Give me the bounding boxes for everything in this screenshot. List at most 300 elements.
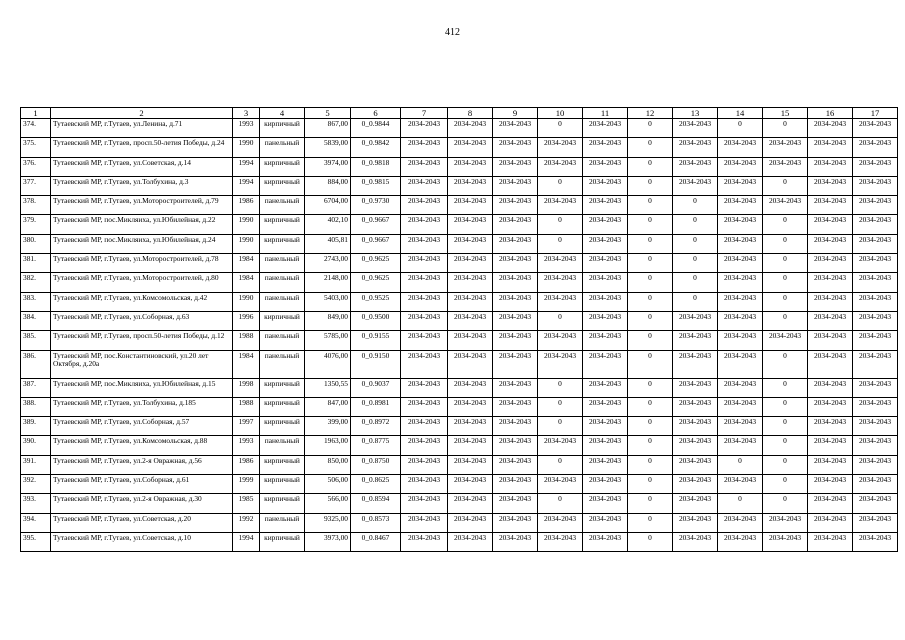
table-cell: панельный (260, 331, 305, 350)
table-row (21, 138, 898, 157)
column-header-15: 15 (763, 108, 808, 119)
housing-table (20, 107, 898, 552)
table-cell: 2743,00 (305, 254, 351, 273)
table-cell: панельный (260, 350, 305, 378)
table-cell: 375. (21, 138, 51, 157)
table-cell: 0 (628, 157, 673, 176)
table-cell: 0_0.9500 (351, 311, 401, 330)
table-cell: 0 (673, 292, 718, 311)
column-header-3: 3 (233, 108, 260, 119)
table-cell: 0 (718, 455, 763, 474)
table-cell: 5403,00 (305, 292, 351, 311)
table-cell: 0_0.9844 (351, 119, 401, 138)
column-header-1: 1 (21, 108, 51, 119)
table-cell: 387. (21, 378, 51, 397)
column-header-9: 9 (493, 108, 538, 119)
table-cell: 389. (21, 417, 51, 436)
table-cell: 2034-2043 (583, 532, 628, 551)
table-cell: 2034-2043 (448, 378, 493, 397)
table-cell: 2034-2043 (808, 215, 853, 234)
table-cell: 2034-2043 (718, 292, 763, 311)
table-cell: 0_0.8625 (351, 475, 401, 494)
table-cell: 2034-2043 (583, 196, 628, 215)
address-cell: Тутаевский МР, г.Тутаев, ул.Соборная, д.63 (51, 311, 233, 330)
table-cell: 2034-2043 (538, 532, 583, 551)
table-cell: 4076,00 (305, 350, 351, 378)
table-cell: 2034-2043 (401, 331, 448, 350)
table-cell: 2034-2043 (538, 436, 583, 455)
address-cell: Тутаевский МР, г.Тутаев, ул.Соборная, д.61 (51, 475, 233, 494)
table-cell: 2034-2043 (448, 176, 493, 195)
table-cell: 378. (21, 196, 51, 215)
table-cell: 0 (628, 475, 673, 494)
table-cell: 0 (628, 292, 673, 311)
table-cell: 1993 (233, 436, 260, 455)
table-cell: 850,00 (305, 455, 351, 474)
table-cell: 6704,00 (305, 196, 351, 215)
table-cell: 2034-2043 (401, 157, 448, 176)
table-cell: 0 (538, 215, 583, 234)
table-cell: 2034-2043 (718, 215, 763, 234)
table-row (21, 397, 898, 416)
table-cell: 0 (538, 397, 583, 416)
table-cell: 390. (21, 436, 51, 455)
table-cell: 2034-2043 (448, 397, 493, 416)
table-cell: 0_0.9625 (351, 273, 401, 292)
table-cell: 393. (21, 494, 51, 513)
table-cell: 2034-2043 (718, 532, 763, 551)
table-cell: 2034-2043 (538, 138, 583, 157)
table-cell: 2034-2043 (401, 378, 448, 397)
table-row (21, 254, 898, 273)
table-cell: 2034-2043 (583, 436, 628, 455)
table-cell: 2034-2043 (808, 119, 853, 138)
table-cell: 2034-2043 (673, 494, 718, 513)
table-cell: 2034-2043 (673, 157, 718, 176)
table-cell: 2034-2043 (401, 455, 448, 474)
table-cell: 1986 (233, 196, 260, 215)
table-cell: 1963,00 (305, 436, 351, 455)
table-cell: 2034-2043 (538, 513, 583, 532)
table-cell: 1990 (233, 138, 260, 157)
table-cell: 2034-2043 (853, 417, 898, 436)
table-row (21, 311, 898, 330)
table-cell: 386. (21, 350, 51, 378)
table-cell: 2034-2043 (763, 157, 808, 176)
table-cell: 0 (538, 234, 583, 253)
table-cell: 2034-2043 (493, 436, 538, 455)
table-cell: 384. (21, 311, 51, 330)
column-header-13: 13 (673, 108, 718, 119)
table-cell: 0 (628, 378, 673, 397)
table-cell: 1350,55 (305, 378, 351, 397)
table-cell: 1992 (233, 513, 260, 532)
table-cell: 2034-2043 (448, 138, 493, 157)
table-cell: 0_0.9667 (351, 215, 401, 234)
table-cell: 2034-2043 (538, 331, 583, 350)
table-cell: 2034-2043 (673, 417, 718, 436)
table-row (21, 350, 898, 378)
table-cell: 2034-2043 (538, 254, 583, 273)
table-cell: 382. (21, 273, 51, 292)
table-cell: 2034-2043 (493, 350, 538, 378)
table-cell: 2034-2043 (448, 350, 493, 378)
table-cell: 0 (538, 417, 583, 436)
address-cell: Тутаевский МР, г.Тутаев, ул.2-я Овражная, д.30 (51, 494, 233, 513)
table-cell: 0 (538, 455, 583, 474)
table-cell: 1990 (233, 234, 260, 253)
table-cell: 847,00 (305, 397, 351, 416)
table-cell: 379. (21, 215, 51, 234)
table-cell: 1999 (233, 475, 260, 494)
table-cell: 0_0.9525 (351, 292, 401, 311)
table-cell: 2034-2043 (448, 436, 493, 455)
table-cell: 0_0.9667 (351, 234, 401, 253)
table-cell: 1988 (233, 397, 260, 416)
table-cell: 2034-2043 (808, 311, 853, 330)
table-cell: 2034-2043 (673, 350, 718, 378)
table-cell: 2148,00 (305, 273, 351, 292)
column-header-14: 14 (718, 108, 763, 119)
table-cell: панельный (260, 196, 305, 215)
table-cell: 2034-2043 (718, 311, 763, 330)
table-cell: панельный (260, 138, 305, 157)
table-cell: 2034-2043 (401, 494, 448, 513)
table-cell: 2034-2043 (583, 176, 628, 195)
table-cell: 2034-2043 (448, 254, 493, 273)
table-cell: 2034-2043 (448, 417, 493, 436)
column-header-12: 12 (628, 108, 673, 119)
table-cell: 0 (673, 234, 718, 253)
table-cell: 2034-2043 (718, 176, 763, 195)
table-cell: 2034-2043 (493, 138, 538, 157)
column-header-5: 5 (305, 108, 351, 119)
table-cell: 849,00 (305, 311, 351, 330)
table-cell: 2034-2043 (493, 292, 538, 311)
table-cell: 0 (628, 196, 673, 215)
table-cell: 2034-2043 (448, 532, 493, 551)
table-row (21, 119, 898, 138)
address-cell: Тутаевский МР, г.Тутаев, ул.Толбухина, д.3 (51, 176, 233, 195)
table-cell: 2034-2043 (538, 196, 583, 215)
table-cell: 2034-2043 (538, 292, 583, 311)
table-cell: 2034-2043 (673, 532, 718, 551)
table-cell: 2034-2043 (493, 254, 538, 273)
table-cell: 2034-2043 (401, 417, 448, 436)
table-cell: 884,00 (305, 176, 351, 195)
table-cell: 2034-2043 (583, 234, 628, 253)
table-cell: 2034-2043 (718, 157, 763, 176)
table-cell: 2034-2043 (673, 311, 718, 330)
table-cell: 2034-2043 (763, 196, 808, 215)
table-cell: 2034-2043 (493, 417, 538, 436)
table-cell: 0 (538, 378, 583, 397)
table-cell: 1984 (233, 273, 260, 292)
table-cell: 0 (628, 417, 673, 436)
table-cell: 0_0.8972 (351, 417, 401, 436)
table-cell: 1984 (233, 350, 260, 378)
table-cell: 2034-2043 (808, 273, 853, 292)
table-cell: 2034-2043 (583, 311, 628, 330)
table-cell: 0 (538, 119, 583, 138)
table-cell: кирпичный (260, 119, 305, 138)
page-number: 412 (445, 27, 460, 38)
table-cell: 2034-2043 (493, 532, 538, 551)
table-cell: 0_0.9155 (351, 331, 401, 350)
table-cell: панельный (260, 254, 305, 273)
table-cell: 1990 (233, 215, 260, 234)
table-cell: 2034-2043 (853, 513, 898, 532)
table-cell: 2034-2043 (853, 292, 898, 311)
table-cell: 2034-2043 (853, 378, 898, 397)
table-cell: 1994 (233, 176, 260, 195)
table-cell: 2034-2043 (808, 455, 853, 474)
table-cell: 2034-2043 (853, 311, 898, 330)
table-row (21, 532, 898, 551)
table-cell: 2034-2043 (448, 331, 493, 350)
table-cell: 2034-2043 (448, 494, 493, 513)
table-row (21, 215, 898, 234)
table-cell: 2034-2043 (808, 397, 853, 416)
table-cell: 2034-2043 (583, 138, 628, 157)
table-cell: 2034-2043 (808, 234, 853, 253)
address-cell: Тутаевский МР, г.Тутаев, просп.50-летия Победы, д.24 (51, 138, 233, 157)
table-cell: 2034-2043 (401, 176, 448, 195)
table-cell: 0 (763, 397, 808, 416)
table-cell: 2034-2043 (853, 138, 898, 157)
table-cell: 2034-2043 (673, 397, 718, 416)
table-cell: 1998 (233, 378, 260, 397)
table-cell: 0_0.8573 (351, 513, 401, 532)
table-cell: 2034-2043 (853, 119, 898, 138)
table-cell: 0 (763, 292, 808, 311)
table-cell: 2034-2043 (583, 417, 628, 436)
table-cell: 392. (21, 475, 51, 494)
table-cell: 2034-2043 (808, 532, 853, 551)
table-cell: 2034-2043 (673, 455, 718, 474)
table-cell: 2034-2043 (583, 455, 628, 474)
table-cell: 383. (21, 292, 51, 311)
table-cell: 2034-2043 (853, 455, 898, 474)
table-cell: 2034-2043 (493, 176, 538, 195)
table-cell: 2034-2043 (448, 196, 493, 215)
table-cell: 2034-2043 (808, 176, 853, 195)
table-cell: 0 (718, 494, 763, 513)
table-cell: кирпичный (260, 475, 305, 494)
table-cell: 2034-2043 (583, 378, 628, 397)
table-cell: 2034-2043 (493, 157, 538, 176)
table-cell: 2034-2043 (493, 455, 538, 474)
column-header-4: 4 (260, 108, 305, 119)
table-cell: 2034-2043 (808, 436, 853, 455)
table-cell: 0 (538, 494, 583, 513)
table-cell: 2034-2043 (401, 119, 448, 138)
address-cell: Тутаевский МР, г.Тутаев, ул.Советская, д.14 (51, 157, 233, 176)
table-cell: 388. (21, 397, 51, 416)
table-cell: кирпичный (260, 455, 305, 474)
table-cell: 3974,00 (305, 157, 351, 176)
address-cell: Тутаевский МР, г.Тутаев, ул.Моторостроителей, д.80 (51, 273, 233, 292)
table-cell: 0 (628, 455, 673, 474)
table-cell: 0 (628, 234, 673, 253)
table-cell: 2034-2043 (583, 397, 628, 416)
table-cell: 2034-2043 (448, 292, 493, 311)
table-cell: 1988 (233, 331, 260, 350)
table-cell: 0 (763, 176, 808, 195)
table-cell: 2034-2043 (808, 475, 853, 494)
table-cell: 0_0.8467 (351, 532, 401, 551)
table-cell: 2034-2043 (448, 311, 493, 330)
table-cell: 0 (763, 215, 808, 234)
table-cell: панельный (260, 513, 305, 532)
table-cell: 405,81 (305, 234, 351, 253)
table-cell: 2034-2043 (808, 292, 853, 311)
table-cell: 2034-2043 (808, 196, 853, 215)
table-cell: 2034-2043 (448, 513, 493, 532)
table-cell: кирпичный (260, 234, 305, 253)
table-cell: 2034-2043 (401, 513, 448, 532)
table-cell: 2034-2043 (718, 273, 763, 292)
table-cell: 2034-2043 (853, 273, 898, 292)
table-cell: 2034-2043 (401, 254, 448, 273)
table-cell: 2034-2043 (853, 254, 898, 273)
table-row (21, 196, 898, 215)
table-cell: 2034-2043 (853, 532, 898, 551)
table-cell: 0_0.9037 (351, 378, 401, 397)
table-cell: 1994 (233, 532, 260, 551)
table-cell: 0_0.9842 (351, 138, 401, 157)
address-cell: Тутаевский МР, г.Тутаев, ул.Комсомольская, д.42 (51, 292, 233, 311)
table-cell: 2034-2043 (853, 215, 898, 234)
table-cell: 2034-2043 (718, 196, 763, 215)
table-cell: 377. (21, 176, 51, 195)
table-cell: 0_0.8594 (351, 494, 401, 513)
address-cell: Тутаевский МР, пос.Константиновский, ул.20 лет Октября, д.20а (51, 350, 233, 378)
table-cell: 2034-2043 (673, 119, 718, 138)
table-cell: 566,00 (305, 494, 351, 513)
table-cell: 1996 (233, 311, 260, 330)
table-cell: 2034-2043 (673, 513, 718, 532)
table-cell: 3973,00 (305, 532, 351, 551)
table-cell: кирпичный (260, 397, 305, 416)
column-header-6: 6 (351, 108, 401, 119)
table-cell: 5785,00 (305, 331, 351, 350)
table-cell: 2034-2043 (583, 119, 628, 138)
table-row (21, 331, 898, 350)
table-cell: 2034-2043 (493, 513, 538, 532)
address-cell: Тутаевский МР, г.Тутаев, просп.50-летия Победы, д.12 (51, 331, 233, 350)
table-cell: 0 (628, 119, 673, 138)
table-cell: 2034-2043 (763, 138, 808, 157)
table-cell: 2034-2043 (401, 311, 448, 330)
table-cell: 2034-2043 (401, 532, 448, 551)
table-cell: 2034-2043 (583, 513, 628, 532)
table-cell: 2034-2043 (853, 196, 898, 215)
table-cell: 0 (763, 417, 808, 436)
table-cell: 0 (763, 350, 808, 378)
table-cell: 0 (628, 273, 673, 292)
table-cell: 2034-2043 (401, 196, 448, 215)
table-cell: 2034-2043 (538, 475, 583, 494)
address-cell: Тутаевский МР, г.Тутаев, ул.Советская, д.20 (51, 513, 233, 532)
table-row (21, 513, 898, 532)
table-cell: 0 (673, 196, 718, 215)
table-cell: 2034-2043 (808, 417, 853, 436)
table-cell: 394. (21, 513, 51, 532)
table-cell: кирпичный (260, 494, 305, 513)
table-cell: 0 (628, 138, 673, 157)
table-cell: 2034-2043 (718, 513, 763, 532)
table-cell: 2034-2043 (673, 436, 718, 455)
table-cell: 0 (628, 494, 673, 513)
table-cell: 2034-2043 (718, 475, 763, 494)
table-cell: 2034-2043 (448, 234, 493, 253)
column-header-16: 16 (808, 108, 853, 119)
table-cell: 374. (21, 119, 51, 138)
table-row (21, 292, 898, 311)
table-cell: 2034-2043 (401, 273, 448, 292)
table-cell: 2034-2043 (763, 513, 808, 532)
table-cell: 2034-2043 (808, 513, 853, 532)
table-cell: 0 (628, 311, 673, 330)
table-cell: 395. (21, 532, 51, 551)
table-cell: кирпичный (260, 311, 305, 330)
table-cell: панельный (260, 292, 305, 311)
table-cell: 0_0.9815 (351, 176, 401, 195)
table-cell: 376. (21, 157, 51, 176)
table-row (21, 475, 898, 494)
table-cell: 0 (763, 494, 808, 513)
table-cell: 0 (763, 455, 808, 474)
table-cell: 2034-2043 (808, 350, 853, 378)
table-cell: 0 (718, 119, 763, 138)
table-cell: 2034-2043 (853, 436, 898, 455)
table-cell: 380. (21, 234, 51, 253)
table-cell: 2034-2043 (538, 157, 583, 176)
table-cell: 0 (763, 234, 808, 253)
table-cell: 2034-2043 (493, 378, 538, 397)
table-cell: 0 (673, 273, 718, 292)
table-cell: 2034-2043 (401, 350, 448, 378)
address-cell: Тутаевский МР, г.Тутаев, ул.Советская, д.10 (51, 532, 233, 551)
table-cell: 0 (628, 350, 673, 378)
table-cell: 0 (763, 254, 808, 273)
address-cell: Тутаевский МР, г.Тутаев, ул.Толбухина, д.185 (51, 397, 233, 416)
table-cell: 2034-2043 (583, 494, 628, 513)
table-row (21, 157, 898, 176)
table-cell: 0 (628, 331, 673, 350)
table-cell: 2034-2043 (808, 494, 853, 513)
table-cell: 2034-2043 (853, 397, 898, 416)
column-header-2: 2 (51, 108, 233, 119)
table-cell: 2034-2043 (583, 292, 628, 311)
table-cell: 2034-2043 (673, 475, 718, 494)
table-cell: 2034-2043 (718, 436, 763, 455)
table-cell: 2034-2043 (401, 475, 448, 494)
column-header-7: 7 (401, 108, 448, 119)
table-cell: 2034-2043 (583, 273, 628, 292)
address-cell: Тутаевский МР, г.Тутаев, ул.Моторостроителей, д.78 (51, 254, 233, 273)
table-cell: 2034-2043 (493, 273, 538, 292)
table-cell: 2034-2043 (493, 494, 538, 513)
table-cell: 2034-2043 (673, 331, 718, 350)
table-cell: 1994 (233, 157, 260, 176)
table-cell: 2034-2043 (401, 436, 448, 455)
table-cell: 2034-2043 (493, 311, 538, 330)
table-cell: 2034-2043 (808, 157, 853, 176)
table-cell: 2034-2043 (538, 350, 583, 378)
address-cell: Тутаевский МР, г.Тутаев, ул.Моторостроителей, д.79 (51, 196, 233, 215)
